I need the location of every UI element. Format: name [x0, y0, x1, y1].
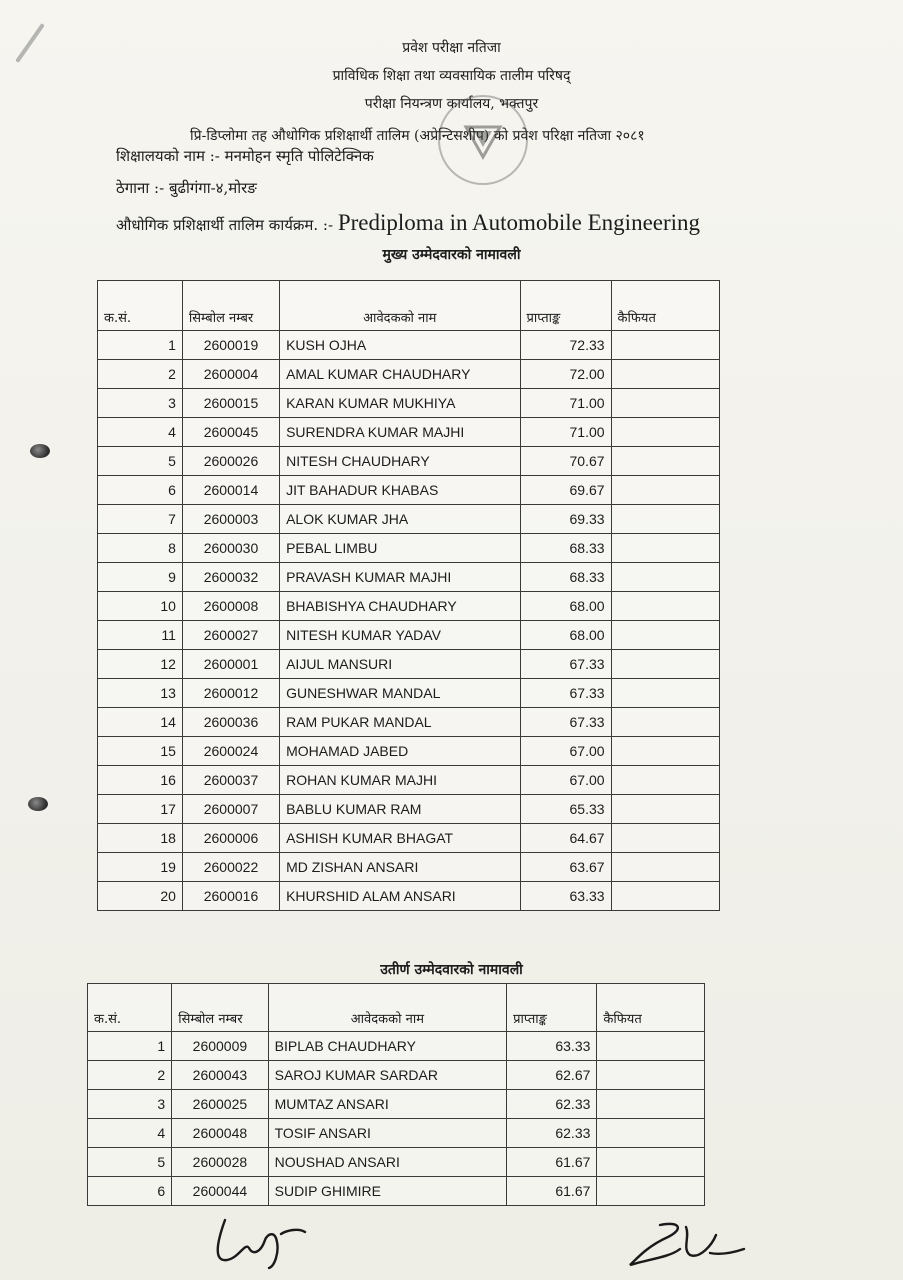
row-remarks: [611, 563, 719, 592]
row-symbol: 2600025: [172, 1090, 268, 1119]
table-row: [98, 737, 720, 766]
col-sn: क.सं.: [88, 984, 172, 1032]
row-remarks: [611, 708, 719, 737]
row-remarks: [611, 389, 719, 418]
table-row: [88, 1119, 705, 1148]
table-row: [98, 766, 720, 795]
table-row: [98, 853, 720, 882]
row-name: BIPLAB CHAUDHARY: [268, 1032, 506, 1061]
main-candidates-table: [97, 280, 720, 911]
row-sn: 11: [98, 621, 183, 650]
row-symbol: 2600043: [172, 1061, 268, 1090]
row-sn: 3: [88, 1090, 172, 1119]
punch-hole-bottom: [28, 797, 48, 811]
row-symbol: 2600028: [172, 1148, 268, 1177]
row-marks: 64.67: [520, 824, 611, 853]
row-remarks: [597, 1177, 705, 1206]
table-row: [98, 708, 720, 737]
table-row: [98, 795, 720, 824]
row-sn: 2: [98, 360, 183, 389]
row-name: AIJUL MANSURI: [280, 650, 520, 679]
row-marks: 72.00: [520, 360, 611, 389]
row-sn: 13: [98, 679, 183, 708]
school-label: शिक्षालयको नाम :-: [116, 147, 220, 165]
signature-left: [205, 1212, 315, 1272]
row-remarks: [611, 505, 719, 534]
row-marks: 62.33: [507, 1090, 597, 1119]
row-name: RAM PUKAR MANDAL: [280, 708, 520, 737]
address-value: बुढीगंगा-४,मोरङ: [168, 179, 257, 197]
row-remarks: [611, 766, 719, 795]
row-symbol: 2600008: [182, 592, 279, 621]
row-symbol: 2600030: [182, 534, 279, 563]
row-symbol: 2600004: [182, 360, 279, 389]
school-name: मनमोहन स्मृति पोलिटेक्निक: [224, 147, 374, 165]
row-name: SAROJ KUMAR SARDAR: [268, 1061, 506, 1090]
row-marks: 69.33: [520, 505, 611, 534]
row-remarks: [597, 1090, 705, 1119]
col-sn: क.सं.: [98, 281, 183, 331]
row-remarks: [611, 824, 719, 853]
table-row: [98, 447, 720, 476]
header-line-2: प्राविधिक शिक्षा तथा व्यवसायिक तालीम परिषद्: [332, 68, 571, 84]
table-row: [88, 1032, 705, 1061]
row-symbol: 2600027: [182, 621, 279, 650]
row-name: AMAL KUMAR CHAUDHARY: [280, 360, 520, 389]
col-symbol: सिम्बोल नम्बर: [182, 281, 279, 331]
row-remarks: [611, 447, 719, 476]
row-symbol: 2600045: [182, 418, 279, 447]
table-row: [88, 1090, 705, 1119]
row-sn: 3: [98, 389, 183, 418]
table-row: [98, 650, 720, 679]
row-marks: 63.33: [507, 1032, 597, 1061]
row-name: KARAN KUMAR MUKHIYA: [280, 389, 520, 418]
main-list-title: मुख्य उम्मेदवारको नामावली: [382, 247, 521, 263]
seal-emblem-icon: [458, 115, 508, 165]
passed-candidates-table: [87, 983, 705, 1206]
row-sn: 10: [98, 592, 183, 621]
row-symbol: 2600009: [172, 1032, 268, 1061]
table-row: [88, 1061, 705, 1090]
row-remarks: [597, 1119, 705, 1148]
row-sn: 19: [98, 853, 183, 882]
row-sn: 5: [88, 1148, 172, 1177]
program-name: Prediploma in Automobile Engineering: [337, 210, 701, 235]
row-marks: 72.33: [520, 331, 611, 360]
row-remarks: [597, 1032, 705, 1061]
row-name: MD ZISHAN ANSARI: [280, 853, 520, 882]
header-line-1: प्रवेश परीक्षा नतिजा: [402, 40, 501, 56]
row-remarks: [611, 737, 719, 766]
row-symbol: 2600012: [182, 679, 279, 708]
row-symbol: 2600007: [182, 795, 279, 824]
row-name: KUSH OJHA: [280, 331, 520, 360]
row-symbol: 2600016: [182, 882, 279, 911]
program-line: [116, 210, 700, 236]
col-symbol: सिम्बोल नम्बर: [172, 984, 268, 1032]
row-marks: 68.33: [520, 534, 611, 563]
row-sn: 18: [98, 824, 183, 853]
address-line: [116, 178, 257, 198]
table-row: [88, 1177, 705, 1206]
row-marks: 68.33: [520, 563, 611, 592]
row-remarks: [611, 534, 719, 563]
address-label: ठेगाना :-: [116, 179, 165, 197]
row-marks: 61.67: [507, 1177, 597, 1206]
row-sn: 2: [88, 1061, 172, 1090]
row-name: PRAVASH KUMAR MAJHI: [280, 563, 520, 592]
row-marks: 70.67: [520, 447, 611, 476]
col-name: आवेदकको नाम: [280, 281, 520, 331]
row-symbol: 2600037: [182, 766, 279, 795]
table-row: [98, 505, 720, 534]
row-symbol: 2600003: [182, 505, 279, 534]
row-marks: 65.33: [520, 795, 611, 824]
row-remarks: [611, 795, 719, 824]
row-remarks: [597, 1061, 705, 1090]
col-remarks: कैफियत: [597, 984, 705, 1032]
table-header-row: [88, 984, 705, 1032]
row-symbol: 2600019: [182, 331, 279, 360]
row-sn: 14: [98, 708, 183, 737]
table-row: [98, 476, 720, 505]
row-sn: 9: [98, 563, 183, 592]
row-name: MOHAMAD JABED: [280, 737, 520, 766]
row-symbol: 2600015: [182, 389, 279, 418]
row-marks: 67.00: [520, 766, 611, 795]
row-name: KHURSHID ALAM ANSARI: [280, 882, 520, 911]
row-marks: 63.67: [520, 853, 611, 882]
row-symbol: 2600022: [182, 853, 279, 882]
col-remarks: कैफियत: [611, 281, 719, 331]
table-row: [88, 1148, 705, 1177]
row-name: GUNESHWAR MANDAL: [280, 679, 520, 708]
row-marks: 62.67: [507, 1061, 597, 1090]
school-line: [116, 146, 374, 166]
row-marks: 63.33: [520, 882, 611, 911]
row-marks: 67.00: [520, 737, 611, 766]
header-line-4: प्रि-डिप्लोमा तह औधोगिक प्रशिक्षार्थी तालिम (अप्रेन्टिसशीप) को प्रवेश परिक्षा नतिजा २०८१: [190, 128, 645, 144]
row-remarks: [611, 621, 719, 650]
office-seal: [438, 95, 528, 185]
row-sn: 5: [98, 447, 183, 476]
table-row: [98, 679, 720, 708]
col-marks: प्राप्ताङ्क: [507, 984, 597, 1032]
row-name: NOUSHAD ANSARI: [268, 1148, 506, 1177]
row-sn: 7: [98, 505, 183, 534]
row-sn: 15: [98, 737, 183, 766]
row-marks: 71.00: [520, 389, 611, 418]
row-sn: 12: [98, 650, 183, 679]
col-name: आवेदकको नाम: [268, 984, 506, 1032]
row-remarks: [611, 331, 719, 360]
table-row: [98, 418, 720, 447]
row-marks: 67.33: [520, 708, 611, 737]
row-remarks: [611, 476, 719, 505]
row-sn: 16: [98, 766, 183, 795]
punch-hole-top: [30, 444, 50, 458]
row-symbol: 2600024: [182, 737, 279, 766]
row-remarks: [611, 882, 719, 911]
row-marks: 71.00: [520, 418, 611, 447]
row-remarks: [611, 592, 719, 621]
table-row: [98, 563, 720, 592]
row-name: ASHISH KUMAR BHAGAT: [280, 824, 520, 853]
row-sn: 6: [98, 476, 183, 505]
row-name: BABLU KUMAR RAM: [280, 795, 520, 824]
row-symbol: 2600006: [182, 824, 279, 853]
row-remarks: [611, 679, 719, 708]
row-symbol: 2600036: [182, 708, 279, 737]
row-sn: 4: [88, 1119, 172, 1148]
row-marks: 61.67: [507, 1148, 597, 1177]
row-remarks: [611, 650, 719, 679]
row-remarks: [597, 1148, 705, 1177]
row-remarks: [611, 418, 719, 447]
row-name: ALOK KUMAR JHA: [280, 505, 520, 534]
row-symbol: 2600048: [172, 1119, 268, 1148]
row-symbol: 2600026: [182, 447, 279, 476]
row-symbol: 2600032: [182, 563, 279, 592]
row-sn: 6: [88, 1177, 172, 1206]
table-row: [98, 824, 720, 853]
row-sn: 1: [98, 331, 183, 360]
row-symbol: 2600044: [172, 1177, 268, 1206]
row-name: ROHAN KUMAR MAJHI: [280, 766, 520, 795]
row-name: TOSIF ANSARI: [268, 1119, 506, 1148]
table-row: [98, 389, 720, 418]
row-name: SURENDRA KUMAR MAJHI: [280, 418, 520, 447]
program-label: औधोगिक प्रशिक्षार्थी तालिम कार्यक्रम. :-: [116, 216, 334, 234]
row-sn: 1: [88, 1032, 172, 1061]
passed-list-title: उतीर्ण उम्मेदवारको नामावली: [380, 962, 523, 978]
signature-right: [620, 1215, 750, 1275]
table-header-row: [98, 281, 720, 331]
row-marks: 62.33: [507, 1119, 597, 1148]
row-name: BHABISHYA CHAUDHARY: [280, 592, 520, 621]
row-marks: 67.33: [520, 679, 611, 708]
table-row: [98, 360, 720, 389]
row-name: NITESH CHAUDHARY: [280, 447, 520, 476]
row-marks: 67.33: [520, 650, 611, 679]
row-name: SUDIP GHIMIRE: [268, 1177, 506, 1206]
table-row: [98, 621, 720, 650]
table-row: [98, 534, 720, 563]
row-symbol: 2600001: [182, 650, 279, 679]
table-row: [98, 592, 720, 621]
row-name: NITESH KUMAR YADAV: [280, 621, 520, 650]
row-sn: 8: [98, 534, 183, 563]
col-marks: प्राप्ताङ्क: [520, 281, 611, 331]
row-sn: 4: [98, 418, 183, 447]
row-name: JIT BAHADUR KHABAS: [280, 476, 520, 505]
row-marks: 68.00: [520, 592, 611, 621]
row-remarks: [611, 853, 719, 882]
table-row: [98, 882, 720, 911]
row-name: PEBAL LIMBU: [280, 534, 520, 563]
row-sn: 20: [98, 882, 183, 911]
row-remarks: [611, 360, 719, 389]
row-marks: 68.00: [520, 621, 611, 650]
row-symbol: 2600014: [182, 476, 279, 505]
row-sn: 17: [98, 795, 183, 824]
header-line-3: परीक्षा नियन्त्रण कार्यालय, भक्तपुर: [364, 96, 539, 112]
row-name: MUMTAZ ANSARI: [268, 1090, 506, 1119]
row-marks: 69.67: [520, 476, 611, 505]
table-row: [98, 331, 720, 360]
